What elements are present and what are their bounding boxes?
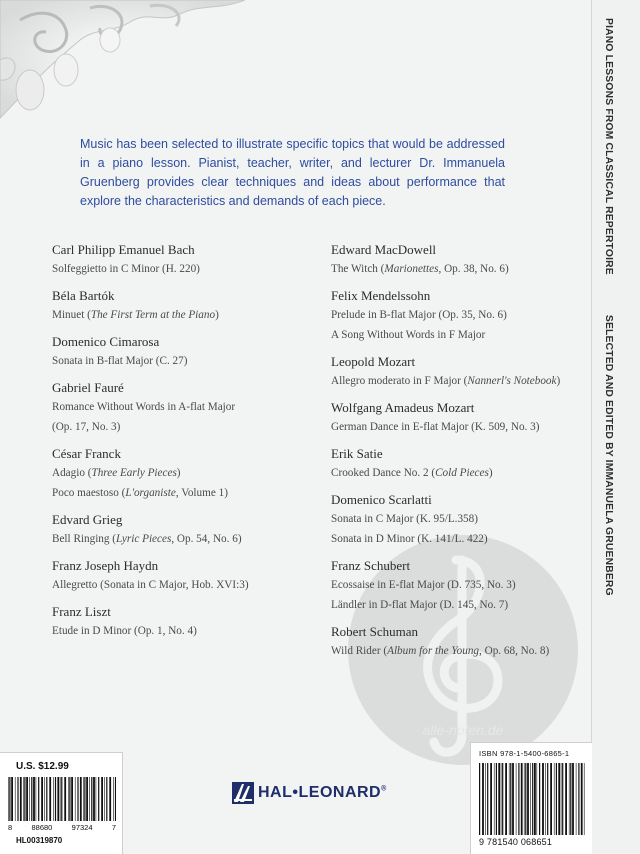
- barcode-digit-group: 88680: [31, 823, 53, 832]
- barcode-bar: [482, 763, 484, 835]
- piece-text: Wild Rider (: [331, 645, 388, 657]
- barcode-digits: [8, 823, 116, 832]
- piece-text: Crooked Dance No. 2 (: [331, 467, 436, 479]
- composer-name: Leopold Mozart: [331, 354, 416, 369]
- spine-text: [603, 18, 614, 596]
- publisher-name-left: HAL: [258, 784, 293, 801]
- barcode-bar: [80, 777, 82, 821]
- piece-text: , Op. 54, No. 6): [171, 533, 242, 545]
- barcode-bar: [516, 763, 517, 835]
- barcode-bar: [485, 763, 486, 835]
- barcode-bar: [20, 777, 22, 821]
- publisher-name: [258, 784, 387, 802]
- piece-title: [52, 466, 317, 480]
- piece-text: A Song Without Words in F Major: [331, 329, 486, 341]
- collection-title: L'organiste: [125, 487, 176, 499]
- barcode-bar: [57, 777, 59, 821]
- barcode-bar: [537, 763, 538, 835]
- piece-text: Poco maestoso (: [52, 487, 126, 499]
- barcode-bar: [490, 763, 492, 835]
- barcode-bar: [494, 763, 495, 835]
- barcode-digit-group: 97324: [71, 823, 93, 832]
- barcode-bar: [554, 763, 555, 835]
- piece-text: Etude in D Minor (Op. 1, No. 4): [52, 625, 197, 637]
- contents-entry: [52, 446, 317, 500]
- hal-leonard-logo: [232, 782, 387, 804]
- barcode-bar: [534, 763, 536, 835]
- ornament-decoration: [0, 0, 245, 130]
- barcode-bar: [106, 777, 107, 821]
- barcode-bar: [502, 763, 503, 835]
- piece-text: , Op. 38, No. 6): [438, 263, 509, 275]
- piece-title: [331, 328, 596, 342]
- composer-name: Franz Joseph Haydn: [52, 558, 159, 573]
- piece-text: Prelude in B-flat Major (Op. 35, No. 6): [331, 309, 507, 321]
- contents-entry: [331, 558, 596, 612]
- piece-title: [331, 598, 596, 612]
- barcode-bar: [38, 777, 39, 821]
- spine-title: PIANO LESSONS FROM CLASSICAL REPERTOIRE: [603, 18, 614, 275]
- barcode-bar: [53, 777, 54, 821]
- barcode-bar: [524, 763, 525, 835]
- barcode-bar: [558, 763, 560, 835]
- barcode-bar: [496, 763, 497, 835]
- piece-title: [331, 644, 596, 658]
- barcode-bar: [91, 777, 92, 821]
- contents-entry: [331, 624, 596, 658]
- piece-text: , Op. 68, No. 8): [479, 645, 550, 657]
- barcode-bar: [89, 777, 90, 821]
- barcode-bar: [11, 777, 13, 821]
- composer-name: Domenico Scarlatti: [331, 492, 432, 507]
- barcode-bar: [8, 777, 9, 821]
- piece-text: German Dance in E-flat Major (K. 509, No. 3): [331, 421, 540, 433]
- composer-name: Gabriel Fauré: [52, 380, 124, 395]
- composer-name: Edward MacDowell: [331, 242, 437, 257]
- collection-title: Marionettes: [384, 263, 439, 275]
- barcode-bar: [83, 777, 84, 821]
- barcode-bar: [521, 763, 523, 835]
- piece-text: Minuet (: [52, 309, 91, 321]
- barcode-bar: [46, 777, 47, 821]
- registered-mark: ®: [381, 785, 387, 793]
- barcode-bar: [556, 763, 557, 835]
- isbn-box: [470, 742, 592, 854]
- piece-text: Bell Ringing (: [52, 533, 117, 545]
- composer-name: Robert Schuman: [331, 624, 419, 639]
- barcode-bar: [561, 763, 562, 835]
- composer-name: Edvard Grieg: [52, 512, 123, 527]
- barcode-bar: [542, 763, 544, 835]
- barcode-bar: [26, 777, 28, 821]
- barcode-bar: [539, 763, 540, 835]
- contents-entry: [331, 288, 596, 342]
- barcode-bar: [104, 777, 105, 821]
- barcode-bar: [61, 777, 62, 821]
- publisher-dot: •: [292, 784, 299, 801]
- piece-text: Romance Without Words in A-flat Major: [52, 401, 236, 413]
- barcode-bar: [584, 763, 585, 835]
- barcode-bar: [569, 763, 570, 835]
- piece-text: , Volume 1): [175, 487, 228, 499]
- barcode-bar: [505, 763, 507, 835]
- spine-editor: SELECTED AND EDITED BY IMMANUELA GRUENBERG: [603, 314, 614, 596]
- piece-text: Adagio (: [52, 467, 92, 479]
- collection-title: Cold Pieces: [435, 467, 489, 479]
- contents-entry: [52, 242, 317, 276]
- barcode-bar: [113, 777, 114, 821]
- isbn-label: ISBN 978-1-5400-6865-1: [479, 749, 570, 758]
- barcode-bar: [24, 777, 25, 821]
- contents-entry: [52, 604, 317, 638]
- composer-name: Franz Liszt: [52, 604, 111, 619]
- barcode-bar: [545, 763, 546, 835]
- barcode-bar: [518, 763, 519, 835]
- barcode-bar: [565, 763, 567, 835]
- barcode-bar: [86, 777, 88, 821]
- piece-title: [331, 466, 596, 480]
- piece-text: Allegretto (Sonata in C Major, Hob. XVI:3): [52, 579, 249, 591]
- isbn-number: 9 781540 068651: [479, 837, 553, 847]
- collection-title: Lyric Pieces: [116, 533, 172, 545]
- barcode-digit-group: 8: [8, 823, 13, 832]
- composer-name: Erik Satie: [331, 446, 383, 461]
- composer-name: Béla Bartók: [52, 288, 115, 303]
- contents-entry: [331, 446, 596, 480]
- piece-title: [52, 308, 317, 322]
- barcode-bar: [510, 763, 511, 835]
- piece-text: Ecossaise in E-flat Major (D. 735, No. 3): [331, 579, 516, 591]
- barcode-bar: [29, 777, 30, 821]
- barcode-bar: [84, 777, 85, 821]
- barcode-bar: [69, 777, 70, 821]
- barcode-bar: [31, 777, 32, 821]
- composer-name: Carl Philipp Emanuel Bach: [52, 242, 195, 257]
- contents-entry: [52, 334, 317, 368]
- isbn-barcode: [479, 763, 585, 835]
- contents-entry: [331, 354, 596, 388]
- piece-title: [52, 262, 317, 276]
- piece-text: Sonata in B-flat Major (C. 27): [52, 355, 188, 367]
- contents-entry: [52, 288, 317, 322]
- contents-entry: [52, 512, 317, 546]
- barcode-bar: [570, 763, 571, 835]
- collection-title: Album for the Young: [387, 645, 480, 657]
- contents-entry: [331, 492, 596, 546]
- piece-text: Sonata in D Minor (K. 141/L. 422): [331, 533, 488, 545]
- barcode-bar: [525, 763, 526, 835]
- piece-text: ): [215, 309, 219, 321]
- price-label: U.S. $12.99: [16, 761, 69, 772]
- piece-text: Ländler in D-flat Major (D. 145, No. 7): [331, 599, 509, 611]
- barcode-bar: [15, 777, 16, 821]
- barcode-bar: [68, 777, 69, 821]
- barcode-bar: [55, 777, 56, 821]
- barcode-bar: [64, 777, 66, 821]
- barcode-bar: [96, 777, 97, 821]
- barcode-bar: [562, 763, 563, 835]
- piece-title: [52, 400, 317, 414]
- barcode-bar: [93, 777, 95, 821]
- barcode-bar: [17, 777, 18, 821]
- barcode-bar: [115, 777, 116, 821]
- collection-title: Nannerl's Notebook: [467, 375, 557, 387]
- price-box: [0, 752, 123, 854]
- composer-name: Felix Mendelssohn: [331, 288, 431, 303]
- collection-title: The First Term at the Piano: [90, 309, 216, 321]
- composer-name: César Franck: [52, 446, 121, 461]
- piece-title: [52, 532, 317, 546]
- piece-title: [331, 374, 596, 388]
- composer-name: Franz Schubert: [331, 558, 411, 573]
- barcode-bar: [581, 763, 583, 835]
- contents-right-column: [331, 242, 596, 670]
- barcode-bar: [530, 763, 531, 835]
- piece-text: The Witch (: [331, 263, 385, 275]
- barcode-bar: [527, 763, 529, 835]
- barcode-bar: [109, 777, 111, 821]
- barcode-bar: [98, 777, 99, 821]
- barcode-bar: [578, 763, 579, 835]
- piece-title: [331, 512, 596, 526]
- barcode-bar: [512, 763, 514, 835]
- barcode-digit-group: 7: [111, 823, 116, 832]
- piece-title: [331, 420, 596, 434]
- collection-title: Three Early Pieces: [91, 467, 177, 479]
- piece-text: (Op. 17, No. 3): [52, 421, 121, 433]
- composer-name: Domenico Cimarosa: [52, 334, 160, 349]
- barcode-bar: [572, 763, 574, 835]
- barcode-bar: [576, 763, 577, 835]
- barcode-bar: [547, 763, 548, 835]
- book-spine: [591, 0, 640, 853]
- piece-title: [331, 308, 596, 322]
- piece-title: [52, 420, 317, 434]
- barcode-bar: [60, 777, 61, 821]
- product-code: HL00319870: [16, 836, 63, 845]
- barcode-bar: [71, 777, 73, 821]
- barcode-bar: [479, 763, 480, 835]
- piece-text: ): [176, 467, 181, 479]
- barcode-bar: [23, 777, 24, 821]
- barcode-bar: [36, 777, 37, 821]
- piece-text: Allegro moderato in F Major (: [331, 375, 468, 387]
- barcode-bar: [501, 763, 502, 835]
- piece-title: [52, 486, 317, 500]
- piece-title: [52, 354, 317, 368]
- publisher-name-right: LEONARD: [298, 784, 382, 801]
- piece-title: [331, 532, 596, 546]
- piece-title: [331, 578, 596, 592]
- piece-title: [331, 262, 596, 276]
- barcode-bar: [550, 763, 552, 835]
- barcode-bar: [487, 763, 488, 835]
- barcode-bar: [75, 777, 76, 821]
- barcode-bar: [44, 777, 45, 821]
- barcode-bar: [509, 763, 510, 835]
- barcode-bar: [498, 763, 500, 835]
- intro-paragraph: Music has been selected to illustrate specific topics that would be addressed in a piano lesson. Pianist, teacher, writer, and lecturer Dr. Immanuela Gruenberg provides clear techniques and ideas about performance that explore the characteristics and demands of each piece.: [80, 137, 505, 208]
- watermark-text: alle-noten.de: [422, 722, 504, 738]
- piece-text: Solfeggietto in C Minor (H. 220): [52, 263, 200, 275]
- piece-title: [52, 624, 317, 638]
- hal-leonard-mark-icon: [232, 782, 254, 804]
- barcode-bar: [33, 777, 35, 821]
- contents-entry: [331, 400, 596, 434]
- composer-name: Wolfgang Amadeus Mozart: [331, 400, 475, 415]
- contents-left-column: [52, 242, 317, 650]
- barcode-bar: [41, 777, 43, 821]
- piece-title: [52, 578, 317, 592]
- upc-barcode: [8, 777, 116, 821]
- barcode-bar: [77, 777, 78, 821]
- piece-text: ): [488, 467, 493, 479]
- contents-entry: [52, 380, 317, 434]
- barcode-bar: [101, 777, 103, 821]
- contents-entry: [52, 558, 317, 592]
- contents-entry: [331, 242, 596, 276]
- barcode-bar: [49, 777, 51, 821]
- piece-text: ): [556, 375, 561, 387]
- barcode-bar: [532, 763, 533, 835]
- piece-text: Sonata in C Major (K. 95/L.358): [331, 513, 478, 525]
- barcode-bar: [9, 777, 10, 821]
